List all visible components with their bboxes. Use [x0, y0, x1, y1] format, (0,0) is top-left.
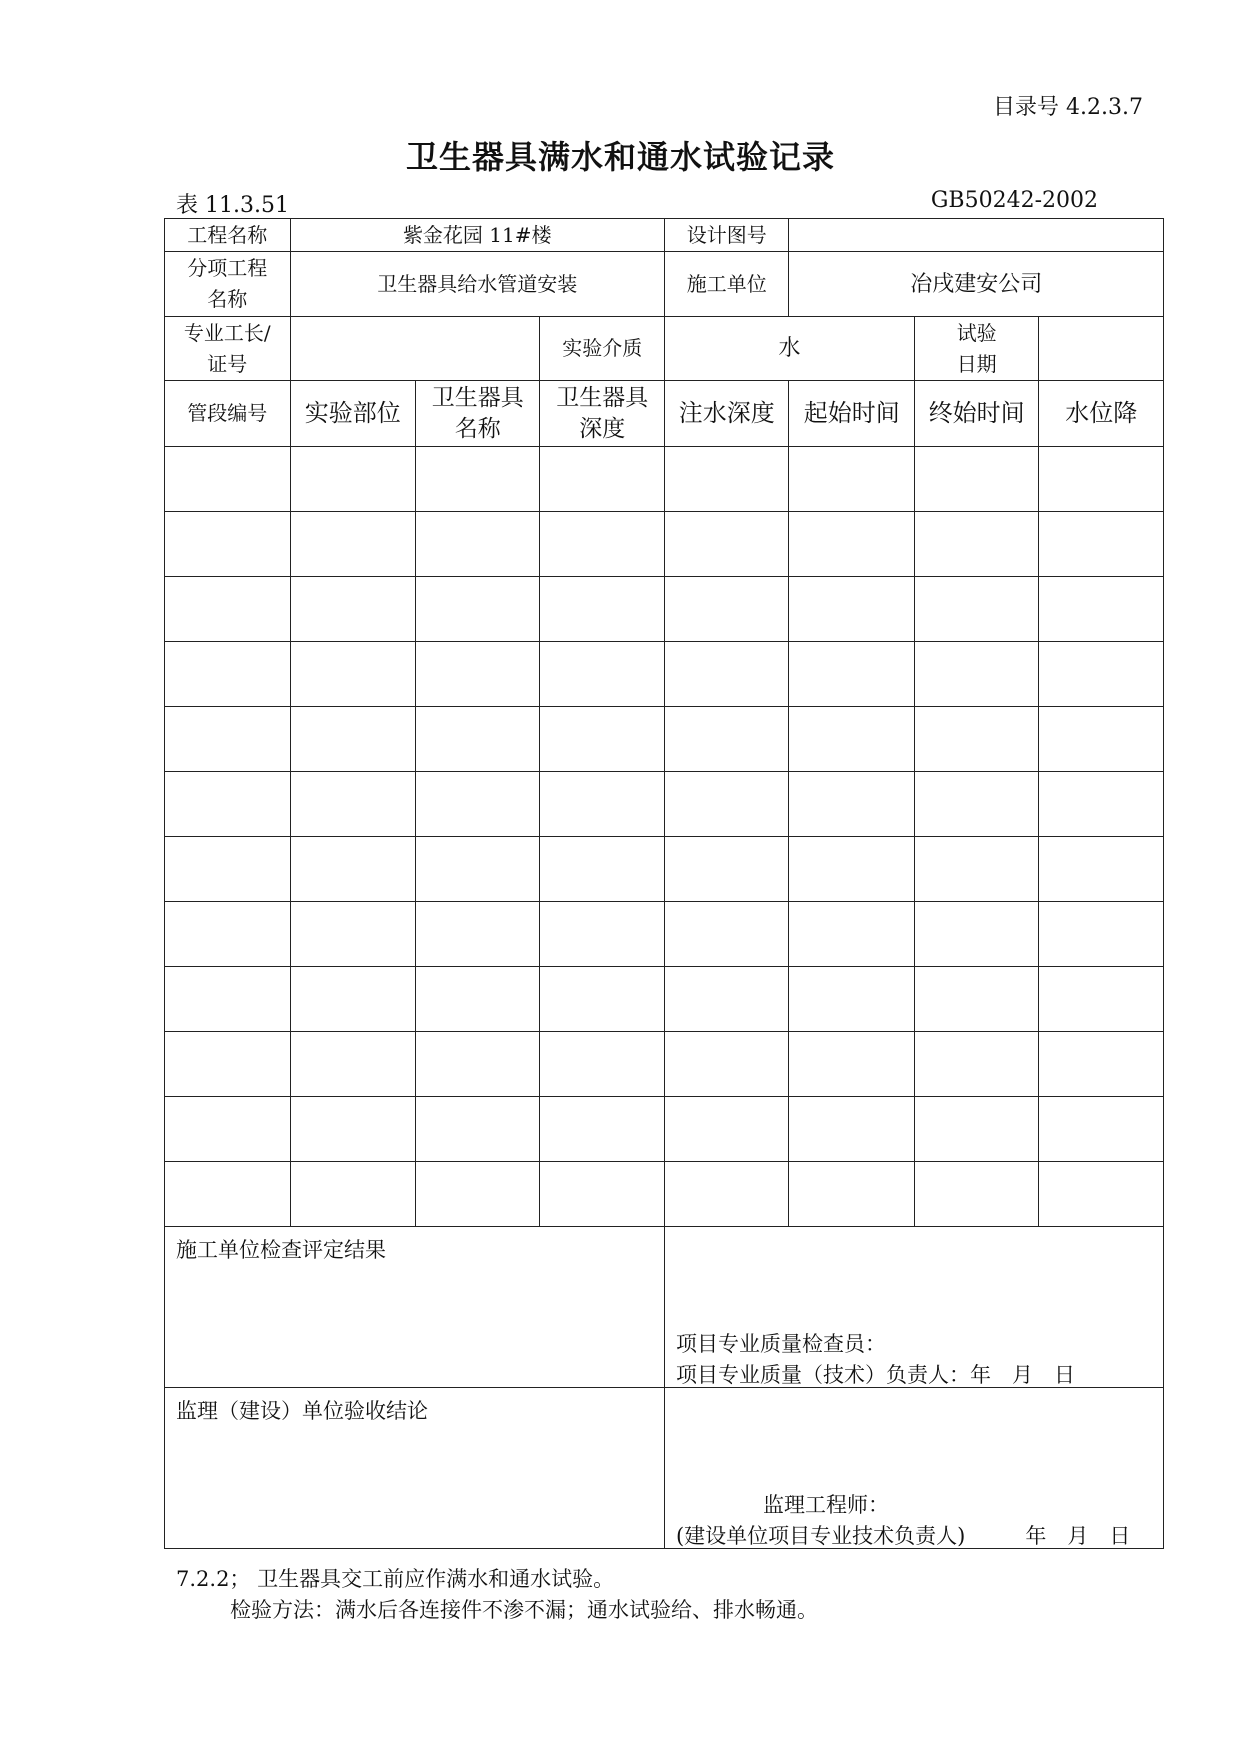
table-cell[interactable]: [1039, 837, 1164, 902]
construction-check-label: 施工单位检查评定结果: [176, 1238, 386, 1262]
table-cell[interactable]: [290, 1032, 416, 1097]
medium-value[interactable]: 水: [664, 317, 914, 381]
table-row: [165, 577, 1164, 642]
col-header-test-location: 实验部位: [290, 381, 416, 447]
table-cell[interactable]: [664, 1032, 788, 1097]
table-cell[interactable]: [540, 1032, 664, 1097]
col-header-segment-no: 管段编号: [165, 381, 291, 447]
table-cell[interactable]: [914, 512, 1038, 577]
table-cell[interactable]: [664, 967, 788, 1032]
table-cell[interactable]: [165, 577, 291, 642]
table-cell[interactable]: [914, 1097, 1038, 1162]
table-cell[interactable]: [416, 1097, 540, 1162]
table-cell[interactable]: [1039, 577, 1164, 642]
table-cell[interactable]: [416, 577, 540, 642]
table-cell[interactable]: [290, 772, 416, 837]
construction-check-cell[interactable]: [165, 1227, 665, 1388]
col-header-start-time: 起始时间: [789, 381, 915, 447]
table-cell[interactable]: [1039, 772, 1164, 837]
table-cell[interactable]: [416, 642, 540, 707]
table-cell[interactable]: [540, 837, 664, 902]
table-cell[interactable]: [540, 447, 664, 512]
table-cell[interactable]: [789, 837, 915, 902]
table-cell[interactable]: [165, 642, 291, 707]
project-name-label: 工程名称: [165, 219, 291, 252]
table-cell[interactable]: [540, 512, 664, 577]
test-date-value[interactable]: [1039, 317, 1164, 381]
table-cell[interactable]: [165, 512, 291, 577]
table-cell[interactable]: [540, 772, 664, 837]
table-row: [165, 642, 1164, 707]
table-cell[interactable]: [165, 837, 291, 902]
table-cell[interactable]: [914, 1162, 1038, 1227]
note-inspection-method: 检验方法：满水后各连接件不渗不漏；通水试验给、排水畅通。: [230, 1598, 818, 1622]
supervision-conclusion-cell[interactable]: [165, 1388, 665, 1549]
table-cell[interactable]: [664, 642, 788, 707]
table-cell[interactable]: [290, 447, 416, 512]
table-cell[interactable]: [789, 512, 915, 577]
table-cell[interactable]: [1039, 642, 1164, 707]
construction-check-sign[interactable]: [664, 1227, 1163, 1388]
col-header-fixture-depth: 卫生器具 深度: [540, 381, 664, 447]
table-cell[interactable]: [914, 642, 1038, 707]
data-rows: [165, 447, 1164, 1227]
table-row: [165, 512, 1164, 577]
table-cell[interactable]: [165, 902, 291, 967]
table-row: [165, 447, 1164, 512]
table-cell[interactable]: [540, 577, 664, 642]
table-cell[interactable]: [789, 577, 915, 642]
table-cell[interactable]: [290, 1162, 416, 1227]
catalog-number: 目录号 4.2.3.7: [993, 95, 1143, 120]
table-cell[interactable]: [664, 447, 788, 512]
standard-code: GB50242-2002: [930, 188, 1098, 213]
table-row: [165, 1097, 1164, 1162]
table-cell[interactable]: [914, 967, 1038, 1032]
table-cell[interactable]: [165, 1097, 291, 1162]
quality-inspector-label: 项目专业质量检查员：: [675, 1332, 886, 1356]
table-cell[interactable]: [540, 707, 664, 772]
table-cell[interactable]: [789, 642, 915, 707]
table-cell[interactable]: [914, 577, 1038, 642]
table-cell[interactable]: [416, 837, 540, 902]
table-cell[interactable]: [789, 1162, 915, 1227]
table-cell[interactable]: [1039, 902, 1164, 967]
col-header-end-time: 终始时间: [914, 381, 1038, 447]
supervising-engineer-label: 监理工程师：: [762, 1493, 889, 1517]
table-cell[interactable]: [1039, 1162, 1164, 1227]
table-cell[interactable]: [290, 1097, 416, 1162]
table-cell[interactable]: [789, 967, 915, 1032]
medium-label: 实验介质: [540, 317, 664, 381]
supervision-conclusion-label: 监理（建设）单位验收结论: [176, 1399, 428, 1423]
table-cell[interactable]: [165, 772, 291, 837]
col-header-fixture-name: 卫生器具 名称: [416, 381, 540, 447]
table-cell[interactable]: [664, 837, 788, 902]
page-title: 卫生器具满水和通水试验记录: [405, 138, 835, 176]
table-cell[interactable]: [416, 967, 540, 1032]
table-cell[interactable]: [416, 772, 540, 837]
table-cell[interactable]: [664, 1162, 788, 1227]
table-cell[interactable]: [540, 1162, 664, 1227]
table-cell[interactable]: [664, 707, 788, 772]
table-cell[interactable]: [290, 577, 416, 642]
project-name-value[interactable]: 紫金花园 11#楼: [290, 219, 664, 252]
table-cell[interactable]: [914, 772, 1038, 837]
table-cell[interactable]: [416, 707, 540, 772]
foreman-label: 专业工长/ 证号: [165, 317, 291, 381]
owner-responsible-label: (建设单位项目专业技术负责人) 年 月 日: [675, 1524, 1131, 1548]
table-row: [165, 967, 1164, 1032]
table-cell[interactable]: [165, 707, 291, 772]
table-number: 表 11.3.51: [176, 193, 289, 218]
test-record-table: [164, 218, 1164, 1549]
table-cell[interactable]: [1039, 1032, 1164, 1097]
table-cell[interactable]: [664, 512, 788, 577]
table-cell[interactable]: [789, 707, 915, 772]
construction-unit-value[interactable]: 冶戌建安公司: [789, 252, 1164, 317]
table-row: [165, 837, 1164, 902]
table-cell[interactable]: [165, 1162, 291, 1227]
table-cell[interactable]: [664, 1097, 788, 1162]
table-cell[interactable]: [540, 1097, 664, 1162]
col-header-fill-depth: 注水深度: [664, 381, 788, 447]
table-cell[interactable]: [290, 902, 416, 967]
table-cell[interactable]: [290, 512, 416, 577]
table-cell[interactable]: [416, 1032, 540, 1097]
table-cell[interactable]: [664, 772, 788, 837]
table-cell[interactable]: [165, 447, 291, 512]
table-cell[interactable]: [290, 707, 416, 772]
table-cell[interactable]: [914, 837, 1038, 902]
table-cell[interactable]: [540, 902, 664, 967]
table-row: [165, 902, 1164, 967]
design-drawing-value[interactable]: [789, 219, 1164, 252]
note-requirement: 7.2.2； 卫生器具交工前应作满水和通水试验。: [176, 1567, 615, 1591]
subitem-value[interactable]: 卫生器具给水管道安装: [290, 252, 664, 317]
table-cell[interactable]: [416, 902, 540, 967]
table-cell[interactable]: [789, 1097, 915, 1162]
table-cell[interactable]: [416, 447, 540, 512]
table-row: [165, 1162, 1164, 1227]
table-cell[interactable]: [1039, 512, 1164, 577]
table-cell[interactable]: [540, 642, 664, 707]
table-cell[interactable]: [914, 447, 1038, 512]
table-row: [165, 707, 1164, 772]
table-cell[interactable]: [1039, 967, 1164, 1032]
construction-unit-label: 施工单位: [664, 252, 788, 317]
table-cell[interactable]: [165, 967, 291, 1032]
col-header-level-drop: 水位降: [1039, 381, 1164, 447]
table-cell[interactable]: [290, 642, 416, 707]
subitem-label: 分项工程 名称: [165, 252, 291, 317]
table-cell[interactable]: [789, 902, 915, 967]
quality-responsible-label: 项目专业质量（技术）负责人：年 月 日: [675, 1363, 1075, 1387]
table-cell[interactable]: [914, 707, 1038, 772]
table-cell[interactable]: [789, 447, 915, 512]
test-date-label: 试验 日期: [914, 317, 1038, 381]
table-cell[interactable]: [416, 1162, 540, 1227]
table-cell[interactable]: [1039, 707, 1164, 772]
table-cell[interactable]: [1039, 1097, 1164, 1162]
design-drawing-label: 设计图号: [664, 219, 788, 252]
table-cell[interactable]: [540, 967, 664, 1032]
foreman-value[interactable]: [290, 317, 540, 381]
table-row: [165, 1032, 1164, 1097]
table-cell[interactable]: [165, 1032, 291, 1097]
table-cell[interactable]: [914, 1032, 1038, 1097]
table-cell[interactable]: [416, 512, 540, 577]
supervision-sign[interactable]: [664, 1388, 1163, 1549]
table-row: [165, 772, 1164, 837]
table-cell[interactable]: [914, 902, 1038, 967]
table-cell[interactable]: [789, 772, 915, 837]
table-cell[interactable]: [1039, 447, 1164, 512]
table-cell[interactable]: [664, 902, 788, 967]
table-cell[interactable]: [789, 1032, 915, 1097]
table-cell[interactable]: [290, 837, 416, 902]
table-cell[interactable]: [290, 967, 416, 1032]
table-cell[interactable]: [664, 577, 788, 642]
